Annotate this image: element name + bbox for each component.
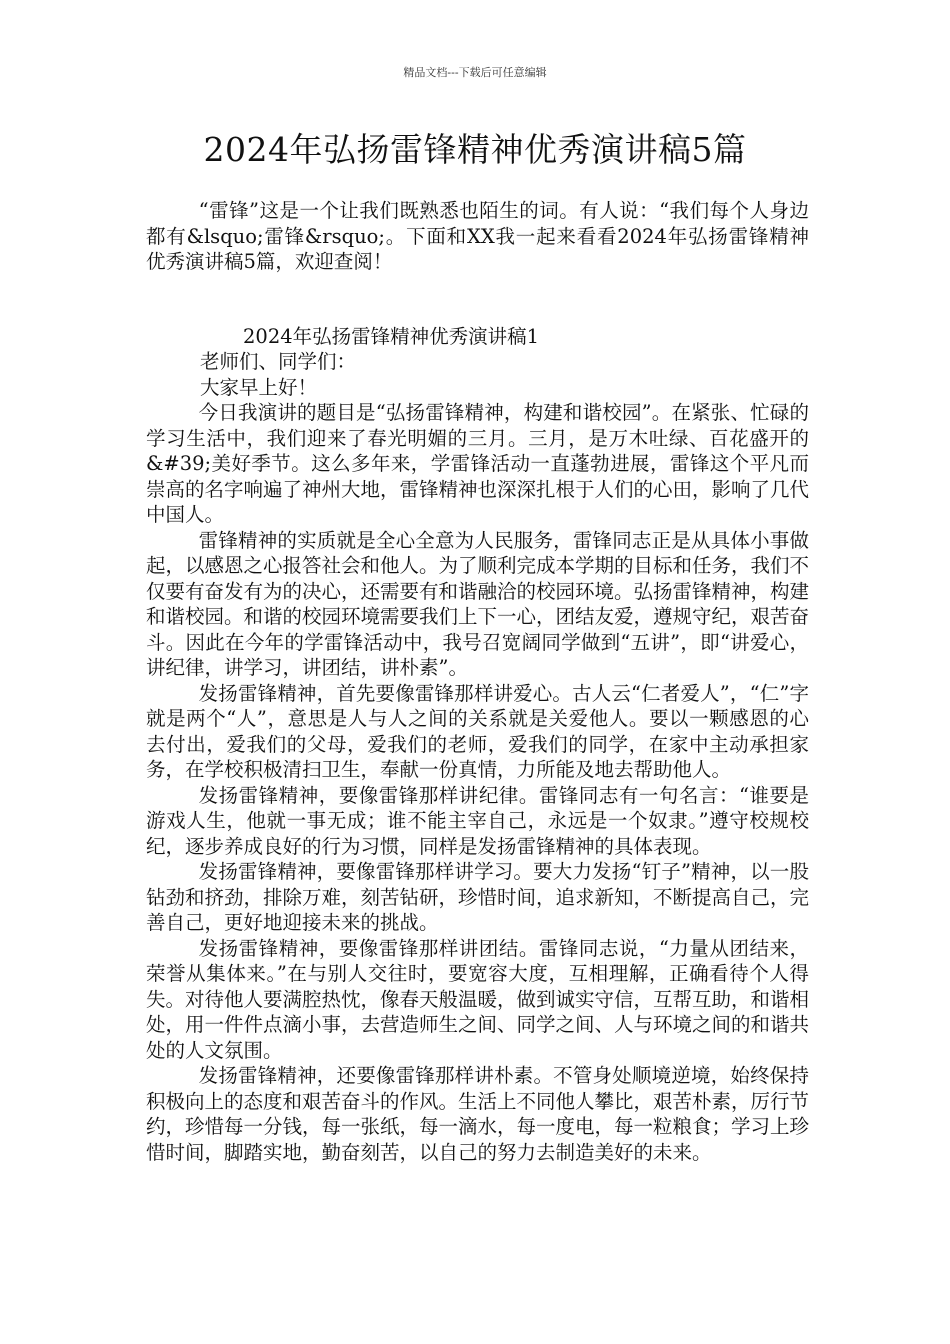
salutation-audience: 老师们、同学们：	[200, 350, 357, 373]
body-paragraph-6: 发扬雷锋精神，要像雷锋那样讲团结。雷锋同志说，“力量从团结来，荣誉从集体来。”在与别人交往时，要宽容大度，互相理解，正确看待个人得失。对待他人要满腔热忱，像春天般温暖，做到诚实守信，互帮互助，和谐相处，用一件件点滴小事，去营造师生之间、同学之间、人与环境之间的和谐共处的人文氛围。	[146, 936, 810, 1062]
body-paragraph-2: 雷锋精神的实质就是全心全意为人民服务，雷锋同志正是从具体小事做起，以感恩之心报答社会和他人。为了顺利完成本学期的目标和任务，我们不仅要有奋发有为的决心，还需要有和谐融洽的校园环境。弘扬雷锋精神，构建和谐校园。和谐的校园环境需要我们上下一心，团结友爱，遵规守纪，艰苦奋斗。因此在今年的学雷锋活动中，我号召宽阔同学做到“五讲”，即“讲爱心，讲纪律，讲学习，讲团结，讲朴素”。	[146, 528, 810, 679]
salutation-greeting: 大家早上好！	[200, 375, 318, 399]
body-paragraph-4: 发扬雷锋精神，要像雷锋那样讲纪律。雷锋同志有一句名言：“谁要是游戏人生，他就一事无成；谁不能主宰自己，永远是一个奴隶。”遵守校规校纪，逐步养成良好的行为习惯，同样是发扬雷锋精神的具体表现。	[146, 783, 809, 858]
document-title: 2024年弘扬雷锋精神优秀演讲稿5篇	[203, 130, 747, 169]
body-paragraph-1: 今日我演讲的题目是“弘扬雷锋精神，构建和谐校园”。在紧张、忙碌的学习生活中，我们迎来了春光明媚的三月。三月，是万木吐绿、百花盛开的&#39;美好季节。这么多年来，学雷锋活动一直蓬勃进展，雷锋这个平凡而崇高的名字响遍了神州大地，雷锋精神也深深扎根于人们的心田，影响了几代中国人。	[146, 401, 810, 526]
body-paragraph-7: 发扬雷锋精神，还要像雷锋那样讲朴素。不管身处顺境逆境，始终保持积极向上的态度和艰苦奋斗的作风。生活上不同他人攀比，艰苦朴素，厉行节约，珍惜每一分钱，每一张纸，每一滴水，每一度电，每一粒粮食；学习上珍惜时间，脚踏实地，勤奋刻苦，以自己的努力去制造美好的未来。	[146, 1064, 810, 1164]
speech-title: 2024年弘扬雷锋精神优秀演讲稿1	[243, 324, 540, 348]
intro-paragraph: “雷锋”这是一个让我们既熟悉也陌生的词。有人说：“我们每个人身边都有&lsquo;雷锋&rsquo;。下面和XX我一起来看看2024年弘扬雷锋精神优秀演讲稿5篇，欢迎查阅！	[146, 199, 809, 273]
body-paragraph-3: 发扬雷锋精神，首先要像雷锋那样讲爱心。古人云“仁者爱人”，“仁”字就是两个“人”，意思是人与人之间的关系就是关爱他人。要以一颗感恩的心去付出，爱我们的父母，爱我们的老师，爱我们的同学，在家中主动承担家务，在学校积极清扫卫生，奉献一份真情，力所能及地去帮助他人。	[146, 681, 809, 781]
section-spacer	[146, 275, 809, 324]
page-header-note: 精品文档---下载后可任意编辑	[403, 66, 547, 79]
document-body	[146, 198, 809, 1165]
body-paragraph-5: 发扬雷锋精神，要像雷锋那样讲学习。要大力发扬“钉子”精神，以一股钻劲和挤劲，排除万难，刻苦钻研，珍惜时间，追求新知，不断提高自己，完善自己，更好地迎接未来的挑战。	[146, 860, 810, 934]
